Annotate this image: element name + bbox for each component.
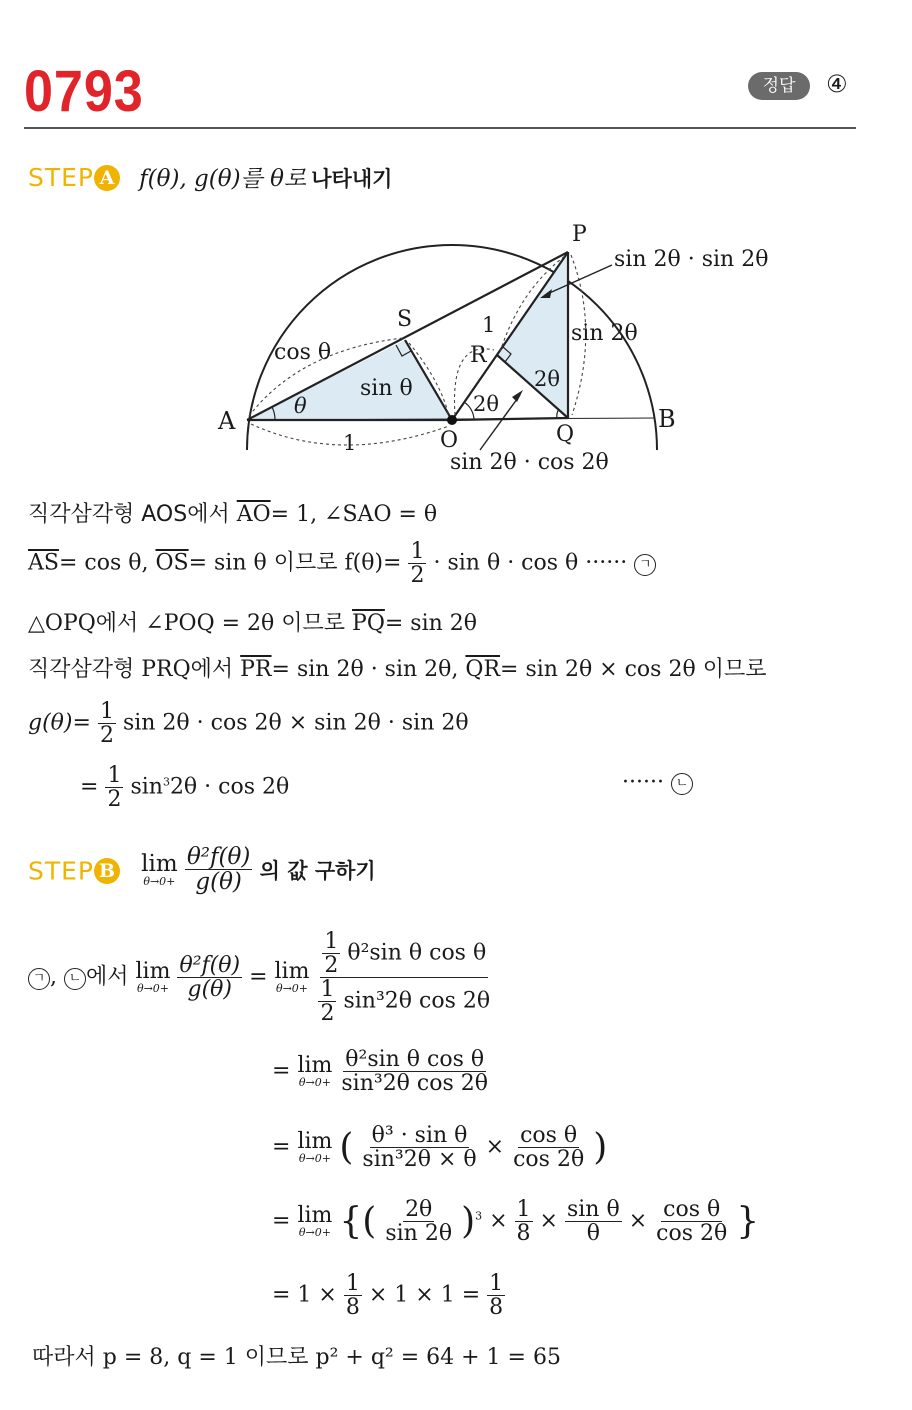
label-sin-theta: sin θ	[360, 376, 413, 401]
label-one-bottom: 1	[343, 431, 357, 455]
sol-a-line-6-marker: ······ ㄴ	[622, 770, 693, 795]
conclusion: 따라서 p = 8, q = 1 이므로 p² + q² = 64 + 1 = 65	[32, 1345, 561, 1370]
sol-b-row-4: = lim θ→0+ {( $\frac{2\theta}{\sin 2\theta}$ )$^3$ × $\frac{1}{8}$ × $\frac{\text{sin θ}}{\theta}$ × $\frac{\text{cos θ}}{\cos 2\theta}$ }	[272, 1197, 760, 1247]
answer-value: ④	[826, 70, 848, 98]
header-divider	[24, 127, 856, 129]
point-b: B	[658, 405, 676, 433]
sol-a-line-4: 직각삼각형 PRQ에서 $\overline{PR}= \sin 2\theta \cdot \sin 2\theta$, $\overline{QR}= \sin 2\theta \times \cos 2\theta$ 이므로	[28, 657, 767, 682]
point-s: S	[397, 307, 413, 332]
sol-a-line-1: 직각삼각형 AOS에서 $\overline{AO}= 1$, ∠SAO = θ	[28, 502, 438, 527]
label-cos-theta: cos θ	[274, 340, 332, 365]
lim-operator: lim θ→0+	[141, 850, 178, 888]
step-a-title-math: f(θ), g(θ)를 θ로	[139, 166, 307, 192]
sol-a-line-5: g(θ)= $\frac{1}{2}$ sin 2θ · cos 2θ × sin 2θ · sin 2θ	[28, 699, 469, 749]
sol-b-row-3: = lim θ→0+ ( $\frac{\text{θ³ · sin θ}}{\text{sin³2θ × θ}}$ × $\frac{\text{cos θ}}{\cos 2\theta}$ )	[272, 1123, 608, 1173]
sol-b-row-2: = lim θ→0+ $\frac{\text{θ²sin θ cos θ}}{\text{sin³2θ cos 2θ}}$	[272, 1047, 489, 1097]
point-p: P	[572, 222, 587, 247]
segment-oq	[452, 418, 568, 420]
label-2theta-q: 2θ	[534, 367, 561, 391]
step-a-label: STEP	[28, 163, 95, 192]
label-sin2-cos2: sin 2θ · cos 2θ	[450, 450, 609, 475]
point-a: A	[218, 407, 236, 435]
angle-arc-q	[557, 409, 559, 418]
point-q: Q	[556, 422, 575, 447]
answer-badge: 정답	[748, 72, 810, 100]
step-b-title-text: 의 값 구하기	[259, 858, 376, 883]
sol-a-line-3: △OPQ에서 ∠POQ = 2θ 이므로 $\overline{PQ}= \sin 2\theta$	[28, 611, 478, 636]
label-sin2-sin2: sin 2θ · sin 2θ	[614, 247, 769, 272]
marker-c2: ㄴ	[671, 773, 693, 795]
step-b-label: STEP	[28, 856, 95, 886]
step-a-title-text: 나타내기	[311, 167, 393, 191]
sol-b-row-5: = 1 × $\frac{1}{8}$ × 1 × 1 = $\frac{1}{8}$	[272, 1271, 504, 1321]
triangle-prq-fill	[497, 252, 568, 418]
fraction-half: $\frac{1}{2}$	[410, 539, 425, 589]
label-theta: θ	[294, 394, 307, 418]
label-one-or: 1	[482, 313, 496, 337]
step-a-heading	[28, 160, 392, 193]
problem-number: 0793	[24, 59, 144, 124]
sol-a-line-2: $\overline{AS}= \cos \theta$, $\overline{OS}= \sin \theta$ 이므로 f(θ)= $\frac{1}{2}$ · sin θ · cos θ ······ ㄱ	[28, 540, 656, 587]
marker-c1: ㄱ	[634, 554, 656, 576]
fraction-half: $\frac{1}{2}$	[107, 763, 122, 813]
fraction-half: $\frac{1}{2}$	[99, 699, 114, 749]
label-2theta-o: 2θ	[473, 392, 500, 416]
step-a-badge: A	[94, 165, 120, 191]
compound-fraction: $\frac{1}{2}$ θ²sin θ cos θ $\frac{1}{2}$ sin³2θ cos 2θ	[320, 929, 491, 1027]
sol-a-line-6: = $\frac{1}{2}$ $\sin^32\theta \cdot \cos 2\theta$	[80, 763, 290, 813]
step-b-badge: B	[94, 858, 120, 884]
point-o: O	[440, 428, 459, 453]
label-sin2-pq: sin 2θ	[571, 321, 638, 346]
sol-b-row-1: ㄱ , ㄴ 에서 lim θ→0+ $\frac{\text{θ²f(θ)}}{g(\theta)}$ = lim θ→0+ $\frac{1}{2}$ θ²sin θ cos θ $\frac{1}{2}$ sin³2θ cos 2θ	[28, 930, 492, 1025]
point-r: R	[470, 343, 487, 368]
step-b-heading	[28, 845, 376, 894]
center-dot	[447, 415, 457, 425]
step-b-fraction: $\frac{\text{θ²f(θ)}}{g(\theta)}$	[186, 844, 251, 896]
